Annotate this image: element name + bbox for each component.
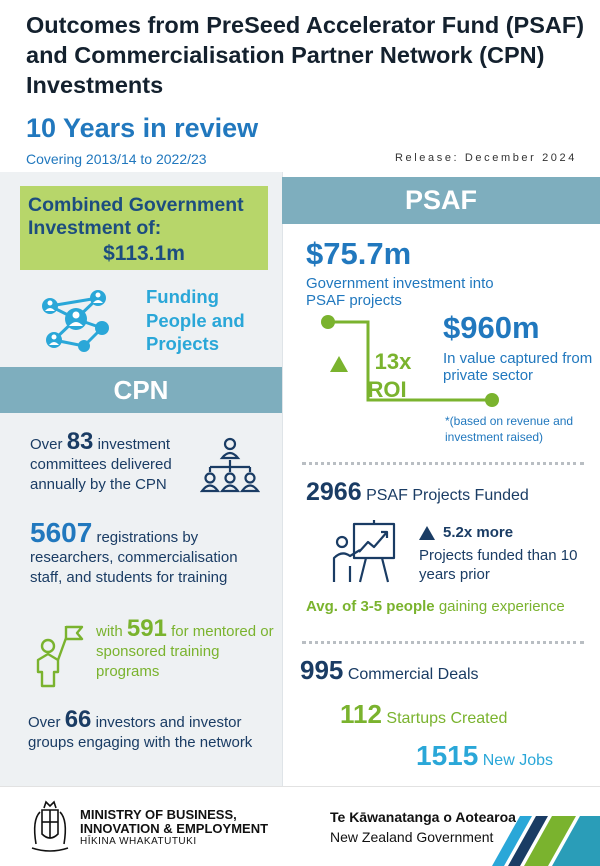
up-triangle-icon — [330, 356, 348, 372]
registrations-value: 5607 — [30, 517, 93, 548]
funding-people-projects: Funding People and Projects — [146, 286, 245, 354]
coverage-period: Covering 2013/14 to 2022/23 — [26, 151, 207, 167]
up-triangle-icon — [419, 526, 435, 540]
divider — [302, 462, 584, 465]
page-subtitle: 10 Years in review — [26, 113, 259, 143]
committees-value: 83 — [66, 428, 94, 455]
commercial-deals-stat: 995 Commercial Deals — [300, 655, 479, 685]
psaf-heading: PSAF — [282, 177, 600, 224]
cpn-registrations-stat: 5607 registrations by researchers, commercialisation staff, and students for training — [30, 517, 238, 586]
mentored-value: 591 — [126, 615, 167, 642]
jobs-stat: 1515 New Jobs — [416, 740, 553, 771]
nz-government-stripes-logo — [492, 806, 600, 866]
startups-stat: 112 Startups Created — [340, 699, 508, 729]
avg-people-stat: Avg. of 3-5 people gaining experience — [306, 598, 565, 615]
divider — [302, 641, 584, 644]
nz-government-maori: Te Kāwanatanga o Aotearoa — [330, 809, 516, 825]
psaf-captured-text: In value captured from private sector — [443, 350, 593, 384]
psaf-investment-text: Government investment into PSAF projects — [306, 275, 494, 309]
cpn-mentored-stat: with 591 for mentored or sponsored training programs — [96, 615, 274, 680]
roi-value: 13x — [374, 349, 412, 374]
coat-of-arms-logo — [26, 800, 74, 858]
combined-investment-amount: $113.1m — [103, 242, 185, 265]
psaf-investment-value: $75.7m — [306, 236, 412, 271]
nz-government-name: New Zealand Government — [330, 829, 494, 845]
projects-value: 2966 — [306, 478, 362, 506]
presenter-chart-icon — [330, 520, 400, 586]
psaf-projects-stat: 2966 PSAF Projects Funded — [306, 478, 529, 506]
psaf-captured-value: $960m — [443, 310, 540, 345]
mbie-maori-name: HĪKINA WHAKATUTUKI — [80, 836, 197, 847]
growth-text: Projects funded than 10 years prior — [419, 547, 578, 583]
investors-value: 66 — [64, 706, 92, 733]
cpn-investors-stat: Over 66 investors and investor groups engaging with the network — [28, 706, 253, 751]
org-chart-people-icon — [200, 436, 260, 494]
roi-label: ROI — [367, 377, 407, 402]
release-date: Release: December 2024 — [395, 152, 577, 164]
page-title: Outcomes from PreSeed Accelerator Fund (PSAF) and Commercialisation Partner Network (CPN) Investments — [26, 12, 585, 98]
roi-block — [352, 348, 422, 404]
combined-investment-label: Combined Government Investment of: — [28, 194, 244, 239]
cpn-committees-stat: Over 83 investment committees delivered annually by the CPN — [30, 428, 172, 493]
person-flag-icon — [30, 624, 88, 688]
combined-investment-box — [20, 186, 268, 270]
roi-note: *(based on revenue and investment raised) — [445, 414, 574, 444]
mbie-logo-text: MINISTRY OF BUSINESS, INNOVATION & EMPLOYMENT — [80, 807, 269, 836]
growth-value: 5.2x more — [443, 524, 514, 541]
cpn-heading: CPN — [0, 367, 282, 413]
network-people-icon — [36, 284, 116, 354]
